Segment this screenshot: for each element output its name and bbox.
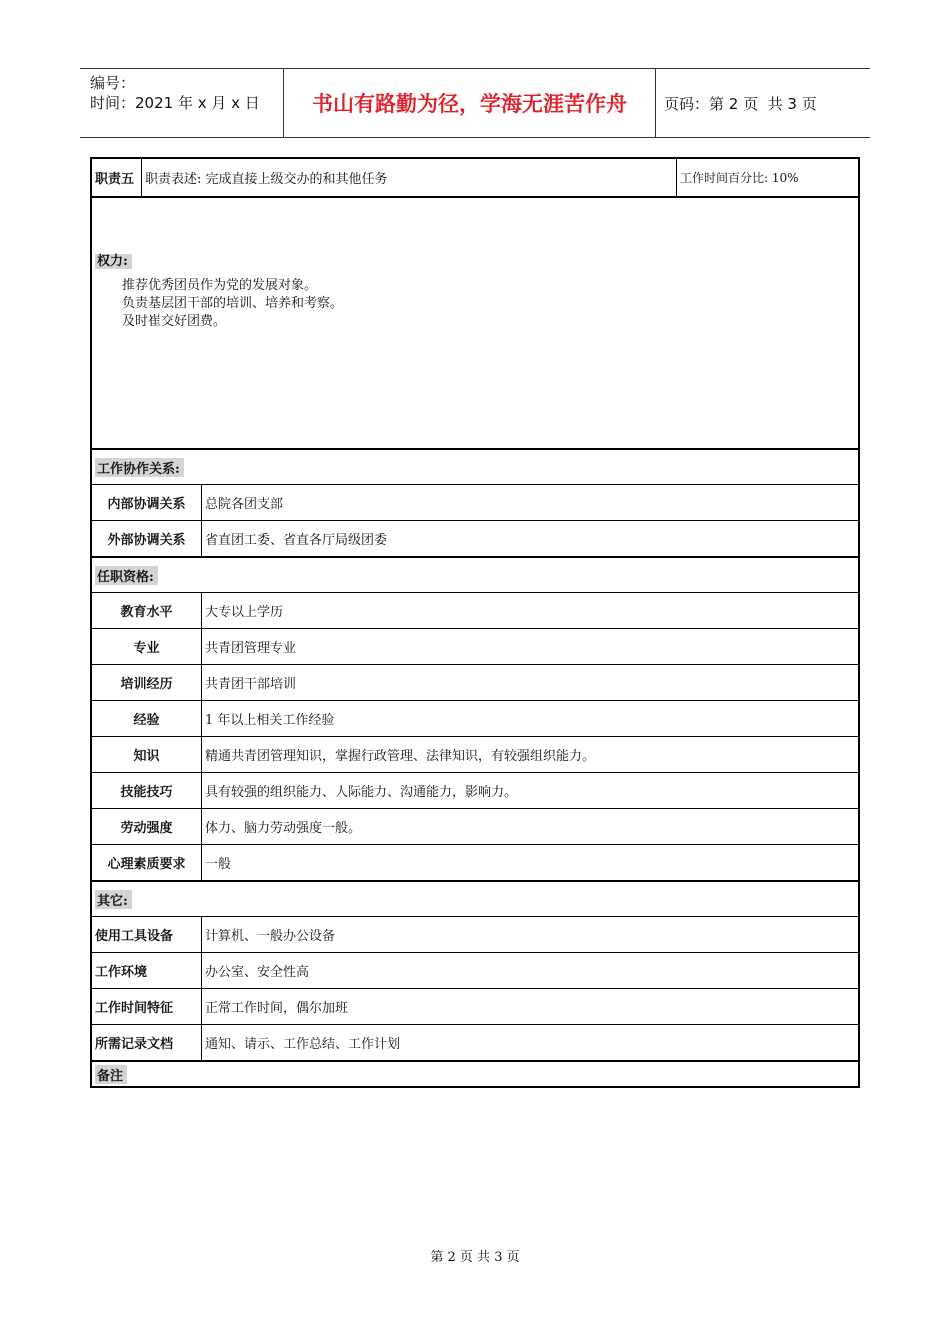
table-row: [92, 916, 858, 952]
row-value: 大专以上学历: [205, 605, 284, 620]
power-title: 权力:: [95, 250, 132, 269]
row-label: 教育水平: [92, 593, 202, 628]
table-row: [92, 592, 858, 628]
duty-row: [92, 159, 858, 196]
table-row: [92, 520, 858, 556]
row-value: 省直团工委、省直各厅局级团委: [205, 533, 388, 548]
table-row: [92, 628, 858, 664]
row-value: 具有较强的组织能力、人际能力、沟通能力，影响力。: [205, 785, 518, 800]
duty-label: 职责五: [92, 159, 142, 196]
power-section: [92, 196, 858, 448]
motto: 书山有路勤为径，学海无涯苦作舟: [283, 69, 656, 137]
row-value: 共青团干部培训: [205, 677, 297, 692]
row-label: 工作环境: [92, 953, 202, 988]
cooperation-header: [92, 448, 858, 484]
row-label: 外部协调关系: [92, 521, 202, 556]
qualification-header: [92, 556, 858, 592]
row-value: 办公室、安全性高: [205, 965, 310, 980]
row-label: 知识: [92, 737, 202, 772]
table-row: [92, 736, 858, 772]
row-value: 1 年以上相关工作经验: [205, 713, 335, 728]
power-item: 及时崔交好团费。: [122, 314, 227, 329]
other-header: [92, 880, 858, 916]
row-label: 使用工具设备: [92, 917, 202, 952]
table-row: [92, 844, 858, 880]
row-label: 技能技巧: [92, 773, 202, 808]
page-label: 页码：第 2 页 共 3 页: [664, 94, 817, 113]
qualification-title: 任职资格:: [95, 566, 158, 585]
remarks-row: [92, 1060, 858, 1086]
duty-description: 职责表述: 完成直接上级交办的和其他任务: [142, 159, 677, 196]
row-label: 经验: [92, 701, 202, 736]
page-footer: 第 2 页 共 3 页: [430, 1250, 520, 1265]
power-item: 负责基层团干部的培训、培养和考察。: [122, 296, 344, 311]
row-value: 计算机、一般办公设备: [205, 929, 336, 944]
table-row: [92, 952, 858, 988]
document-header: [80, 68, 870, 138]
table-row: [92, 808, 858, 844]
cooperation-title: 工作协作关系:: [95, 458, 184, 477]
row-value: 共青团管理专业: [205, 641, 297, 656]
row-label: 专业: [92, 629, 202, 664]
header-meta: [90, 73, 280, 113]
power-item: 推荐优秀团员作为党的发展对象。: [122, 278, 318, 293]
row-value: 体力、脑力劳动强度一般。: [205, 821, 362, 836]
row-label: 工作时间特征: [92, 989, 202, 1024]
row-value: 总院各团支部: [205, 497, 284, 512]
table-row: [92, 664, 858, 700]
remarks-label: 备注: [95, 1065, 127, 1084]
row-value: 一般: [205, 857, 232, 872]
job-description-form: [90, 157, 860, 1088]
row-value: 正常工作时间，偶尔加班: [205, 1001, 349, 1016]
table-row: [92, 1024, 858, 1060]
row-label: 劳动强度: [92, 809, 202, 844]
duty-time-percent: 工作时间百分比: 10%: [680, 171, 799, 185]
other-title: 其它:: [95, 890, 132, 909]
time-label: 时间：2021 年 x 月 x 日: [90, 94, 260, 112]
row-label: 内部协调关系: [92, 485, 202, 520]
table-row: [92, 772, 858, 808]
row-label: 培训经历: [92, 665, 202, 700]
table-row: [92, 988, 858, 1024]
row-label: 所需记录文档: [92, 1025, 202, 1060]
power-list: [122, 277, 343, 331]
table-row: [92, 484, 858, 520]
row-value: 通知、请示、工作总结、工作计划: [205, 1037, 401, 1052]
table-row: [92, 700, 858, 736]
number-label: 编号：: [90, 74, 136, 92]
row-label: 心理素质要求: [92, 845, 202, 880]
row-value: 精通共青团管理知识，掌握行政管理、法律知识，有较强组织能力。: [205, 749, 596, 764]
